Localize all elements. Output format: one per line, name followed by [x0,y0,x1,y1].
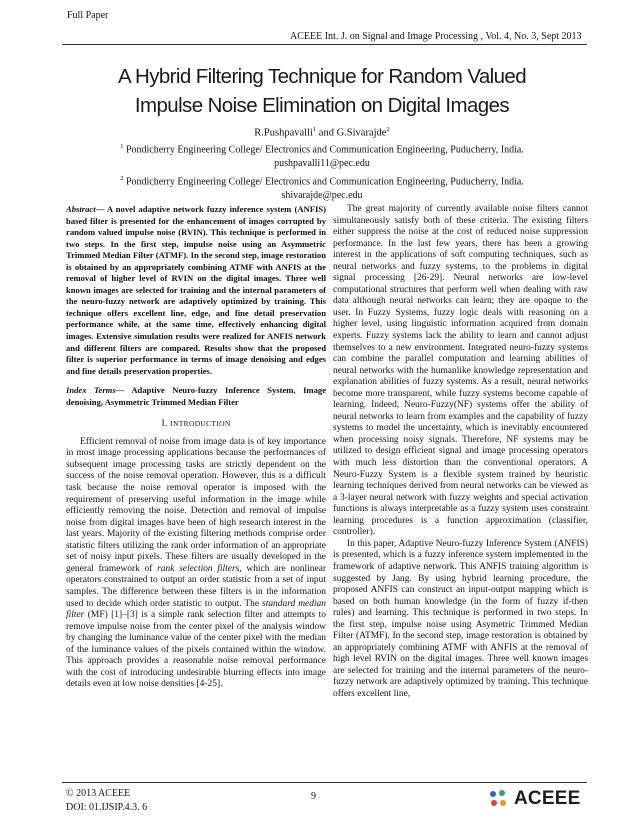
affiliation-1-email[interactable]: pushpavalli11@pec.edu [274,158,370,170]
intro-text-3: (MF) [1]–[3] is a simple rank selection filter and attempts to remove impulse noise from the center pixel of the analysis window by changing the luminance value of the center pixel with the median of the luminance values of the pixels contained within the window. This approach provides a reasonable noise removal performance with the cost of introducing undesirable blurring effects into image details even at low noise densities [4-25]. [66,610,326,690]
section-heading-introduction [66,418,326,431]
footer-copyright-block [66,787,147,815]
affiliation-2 [62,172,582,203]
author-1-sup: 1 [312,126,317,133]
index-terms-text: — Adaptive Neuro-fuzzy Inference System, Image denoising, Asymmetric Trimmed Median Filter [66,385,327,407]
author-2-sup: 2 [386,126,390,133]
intro-paragraph [66,437,326,691]
aceee-logo [487,788,580,810]
index-terms [66,385,326,408]
copyright-text: © 2013 ACEEE [66,788,131,799]
paper-type-label: Full Paper [67,10,109,21]
aceee-logo-mark-icon [487,788,511,810]
intro-text-1: Efficient removal of noise from image data is of key importance in most image processing applications because the performances of subsequent image processing tasks are strictly dependent on the success of the noise removal operation. However, this is a difficult task because the noise removal operator is imposed with the requirement of preserving useful information in the image while efficiently removing the noise. Detection and removal of impulse noise from digital images have been of high research interest in the last years. Majority of the existing filtering methods comprise order statistic filters utilizing the rank order information of an appropriate set of noisy input pixels. These filters are usually developed in the general framework of [66,436,326,574]
intro-emphasis-1: rank selection filters [157,563,240,574]
right-paragraph-2: In this paper, Adaptive Neuro-fuzzy Inference System (ANFIS) is presented, which is a fuzzy inference system implemented in the framework of adaptive network. This ANFIS training algorithm is suggested by Jang. By using hybrid learning procedure, the proposed ANFIS can construct an input-output mapping which is based on both human knowledge (in the form of fuzzy if-then rules) and learning. This technique is performed in two steps. In the first step, impulse noise using Asymetric Trimmed Median Filter (ATMF). In the second step, image restoration is obtained by an appropriately combining ATMF with ANFIS at the removal of high level RVIN on the digital images. Three well known images are selected for training and the internal parameters of the neuro-fuzzy network are adaptively optimized by training. This technique offers excellent line, [333,538,588,699]
header-rule [62,44,587,45]
journal-reference: ACEEE Int. J. on Signal and Image Processing , Vol. 4, No. 3, Sept 2013 [290,31,582,42]
doi-text: DOI: 01.IJSIP.4.3. 6 [66,802,148,813]
author-2: and G.Sivarajde [316,127,387,139]
left-column [66,204,326,691]
title-line-1: A Hybrid Filtering Technique for Random Valued [117,65,527,88]
page-number: 9 [311,791,316,802]
affiliation-2-sup: 2 [120,175,124,182]
affiliation-2-text: Pondicherry Engineering College/ Electronics and Communication Engineering, Puducherry, India. [123,176,524,188]
section-title: INTRODUCTION [170,419,231,429]
intro-emphasis-2: standard median filter [66,598,326,621]
affiliation-1-sup: 1 [120,143,124,150]
right-paragraph-1: The great majority of currently available noise filters cannot simultaneously satisfy both of these criteria. The existing filters either suppress the noise at the cost of reduced noise suppression performance. In the last few years, there has been a growing interest in the applications of soft computing techniques, such as neural networks and fuzzy systems, to the problems in digital signal processing [26-29]. Neural networks are low-level computational structures that perform well when dealing with raw data although neural networks can learn; they are opaque to the user. In Fuzzy Systems, fuzzy logic deals with reasoning on a higher level, using linguistic information acquired from domain experts. Fuzzy systems lack the ability to learn and cannot adjust themselves to a new environment. Integrated neuro-fuzzy systems can combine the parallel computation and learning abilities of neural networks with the humanlike knowledge representation and explanation abilities of fuzzy systems. As a result, neural networks become more transparent, while fuzzy systems become capable of learning. Indeed, Neuro-Fuzzy(NF) systems offer the ability of neural networks to learn from examples and the capability of fuzzy systems to model the uncertainty, which is inevitably encountered when processing noisy signals. Therefore, NF systems may be utilized to design efficient signal and image processing operators with much less distortion than the conventional operators. A Neuro-Fuzzy System is a flexible system trained by heuristic learning techniques derived from neural networks can be viewed as a 3-layer neural network with fuzzy weights and special activation functions is always interpretable as a fuzzy system uses constraint learning procedures is a function approximation (classifier, controller). [333,204,588,538]
footer-rule [62,782,587,783]
affiliation-1 [62,140,582,171]
author-line [62,126,582,139]
paper-title [62,62,582,120]
logo-text: ACEEE [514,788,581,809]
abstract-lead: Abstract [66,204,96,214]
affiliation-2-email[interactable]: shivarajde@pec.edu [281,190,363,202]
abstract [66,204,326,377]
right-column [333,204,588,701]
index-terms-lead: Index Terms [66,385,116,396]
section-number: I. [161,419,171,430]
author-1: R.Pushpavalli [254,127,313,139]
affiliation-1-text: Pondicherry Engineering College/ Electronics and Communication Engineering, Puducherry, India. [123,144,524,156]
intro-text-2: , which are nonlinear operators constrained to output an order statistic from a set of input samples. The difference between these filters is in the information used to decide which order statistic to output. The [66,563,326,609]
title-line-2: Impulse Noise Elimination on Digital Images [134,94,510,117]
abstract-text: — A novel adaptive network fuzzy inference system (ANFIS) based filter is presented for the enhancement of images corrupted by random valued impulse noise (RVIN). This technique is performed in two steps. In the first step, impulse noise using an Asymmetric Trimmed Median Filter (ATMF). In the second step, image restoration is obtained by an appropriately combining ATMF with ANFIS at the removal of higher level of RVIN on the digital images. Three well known images are selected for training and the internal parameters of the neuro-fuzzy network are adaptively optimized by training. This technique offers excellent line, edge, and fine detail preservation performance while, at the same time, effectively enhancing digital images. Extensive simulation results were realized for ANFIS network and different filters are compared. Results show that the proposed filter is superior performance in terms of image denoising and edges and fine details preservation properties. [66,204,326,376]
